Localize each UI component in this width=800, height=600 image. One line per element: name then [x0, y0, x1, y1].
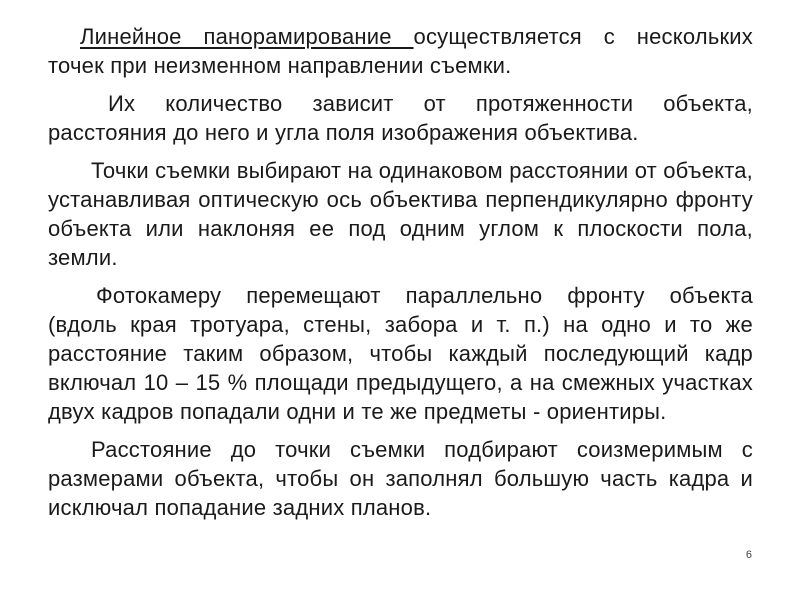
paragraph-linear-panorama: [48, 22, 753, 80]
term-linear-panorama: Линейное панорамирование: [80, 24, 414, 49]
paragraph-point-count: Их количество зависит от протяженности объекта, расстояния до него и угла поля изображения объектива.: [48, 91, 753, 145]
paragraph-shooting-points: Точки съемки выбирают на одинаковом расстоянии от объекта, устанавливая оптическую ось объектива перпендикулярно фронту объекта или наклоняя ее под одним углом к плоскости пола, земли.: [48, 158, 753, 270]
paragraph-camera-movement: Фотокамеру перемещают параллельно фронту объекта (вдоль края тротуара, стены, забора и т. п.) на одно и то же расстояние таким образом, чтобы каждый последующий кадр включал 10 – 15 % площади предыдущего, а на смежных участках двух кадров попадали одни и те же предметы - ориентиры.: [48, 283, 753, 424]
paragraph-shooting-distance: Расстояние до точки съемки подбирают соизмеримым с размерами объекта, чтобы он заполнял большую часть кадра и исключал попадание задних планов.: [48, 437, 753, 520]
slide-body-text: [48, 22, 753, 531]
page-number: 6: [745, 549, 752, 561]
paragraph-text: осуществляется с нескольких точек при неизменном направлении съемки.: [48, 24, 753, 78]
